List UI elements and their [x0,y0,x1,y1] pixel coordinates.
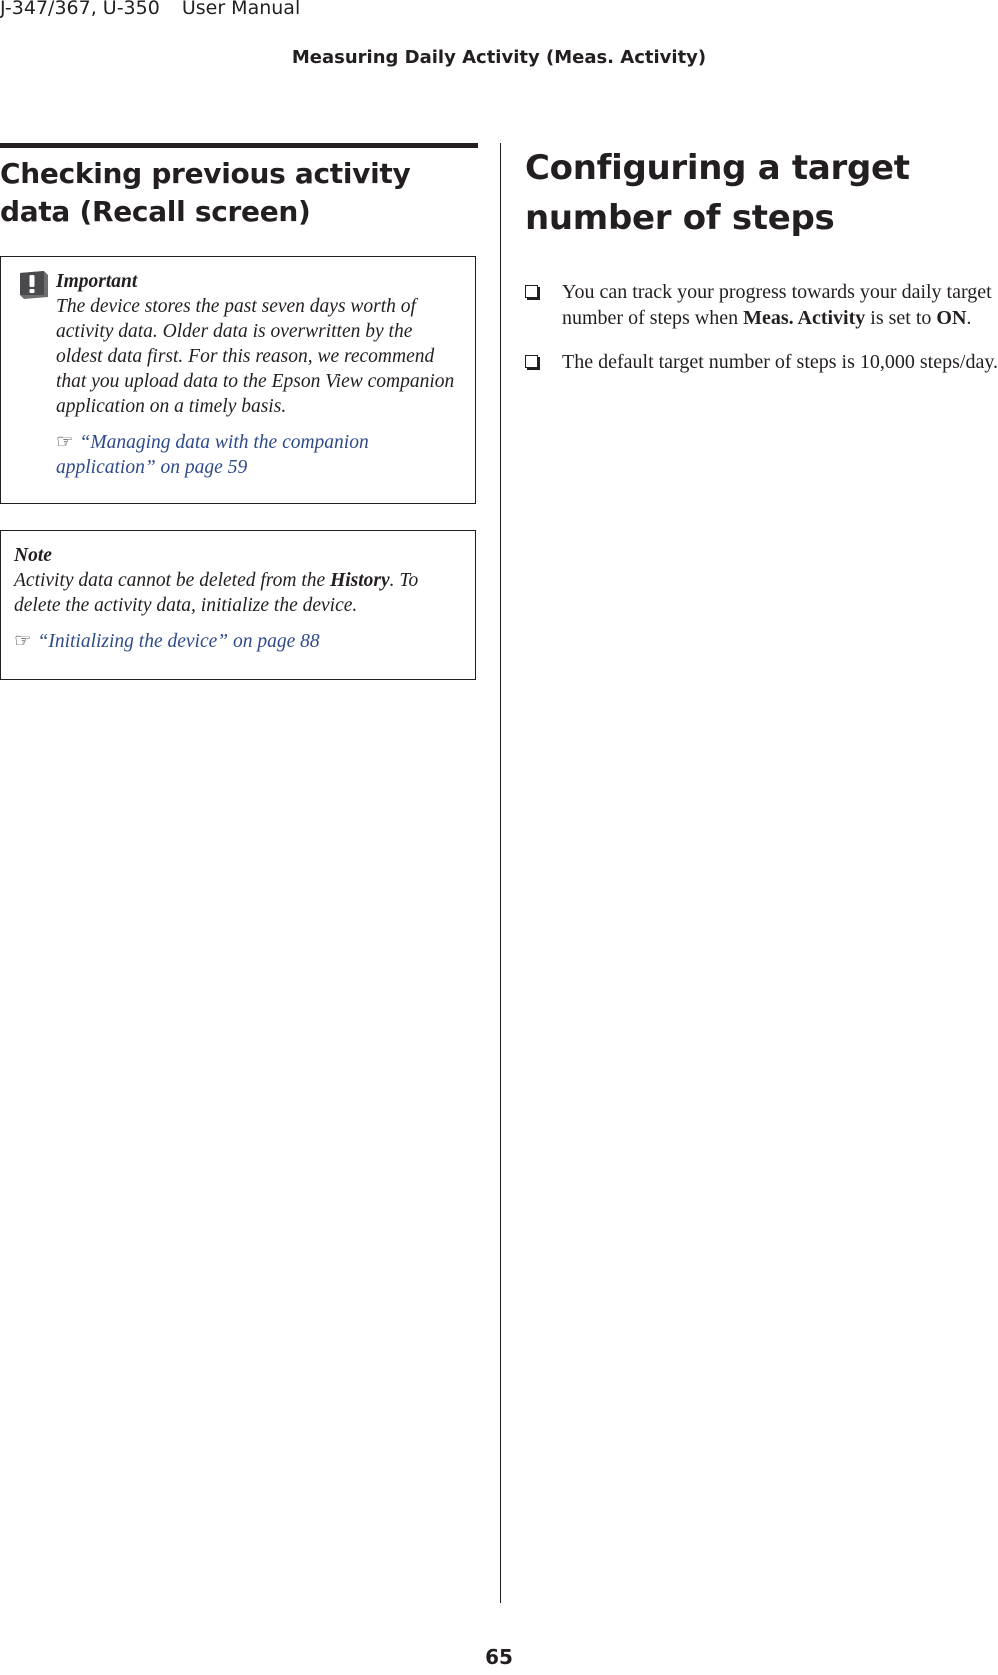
note-title: Note [14,545,52,566]
cross-reference-text: “Managing data with the companion application” on page 59 [56,432,369,478]
important-title: Important [56,271,138,292]
note-body [14,543,464,654]
section-heading: Configuring a target number of steps [525,148,910,238]
cross-reference-link[interactable] [56,430,461,480]
pointing-hand-icon: ☞ [56,432,74,453]
checkbox-bullet-icon [525,285,538,298]
section-heading: Checking previous activity data (Recall screen) [0,157,411,228]
list-item: You can track your progress towards your daily target number of steps when Meas. Activity is set to ON. [525,279,998,331]
checkbox-bullet-icon [525,355,538,368]
cross-reference-link[interactable] [14,629,464,654]
important-body [56,269,461,480]
doc-type-label: User Manual [181,0,301,19]
important-box [0,256,476,504]
bullet-list [525,279,998,375]
running-header [0,0,300,19]
page-number: 65 [485,1645,513,1669]
left-column [0,143,478,231]
note-box [0,530,476,680]
cross-reference-text: “Initializing the device” on page 88 [37,631,320,652]
section-rule [0,143,478,148]
chapter-title: Measuring Daily Activity (Meas. Activity) [291,47,707,68]
right-column [525,143,998,393]
note-text: Activity data cannot be deleted from the History. To delete the activity data, initialize the device. [14,570,419,616]
exclamation-icon [18,269,50,301]
pointing-hand-icon: ☞ [14,631,32,652]
list-item: The default target number of steps is 10,000 steps/day. [525,349,998,375]
history-term: History [330,570,390,591]
important-text: The device stores the past seven days worth of activity data. Older data is overwritten by the oldest data first. For this reason, we recommend that you upload data to the Epson View companion application on a timely basis. [56,296,455,417]
column-divider [500,143,501,1603]
model-label: J-347/367, U-350 [0,0,160,19]
